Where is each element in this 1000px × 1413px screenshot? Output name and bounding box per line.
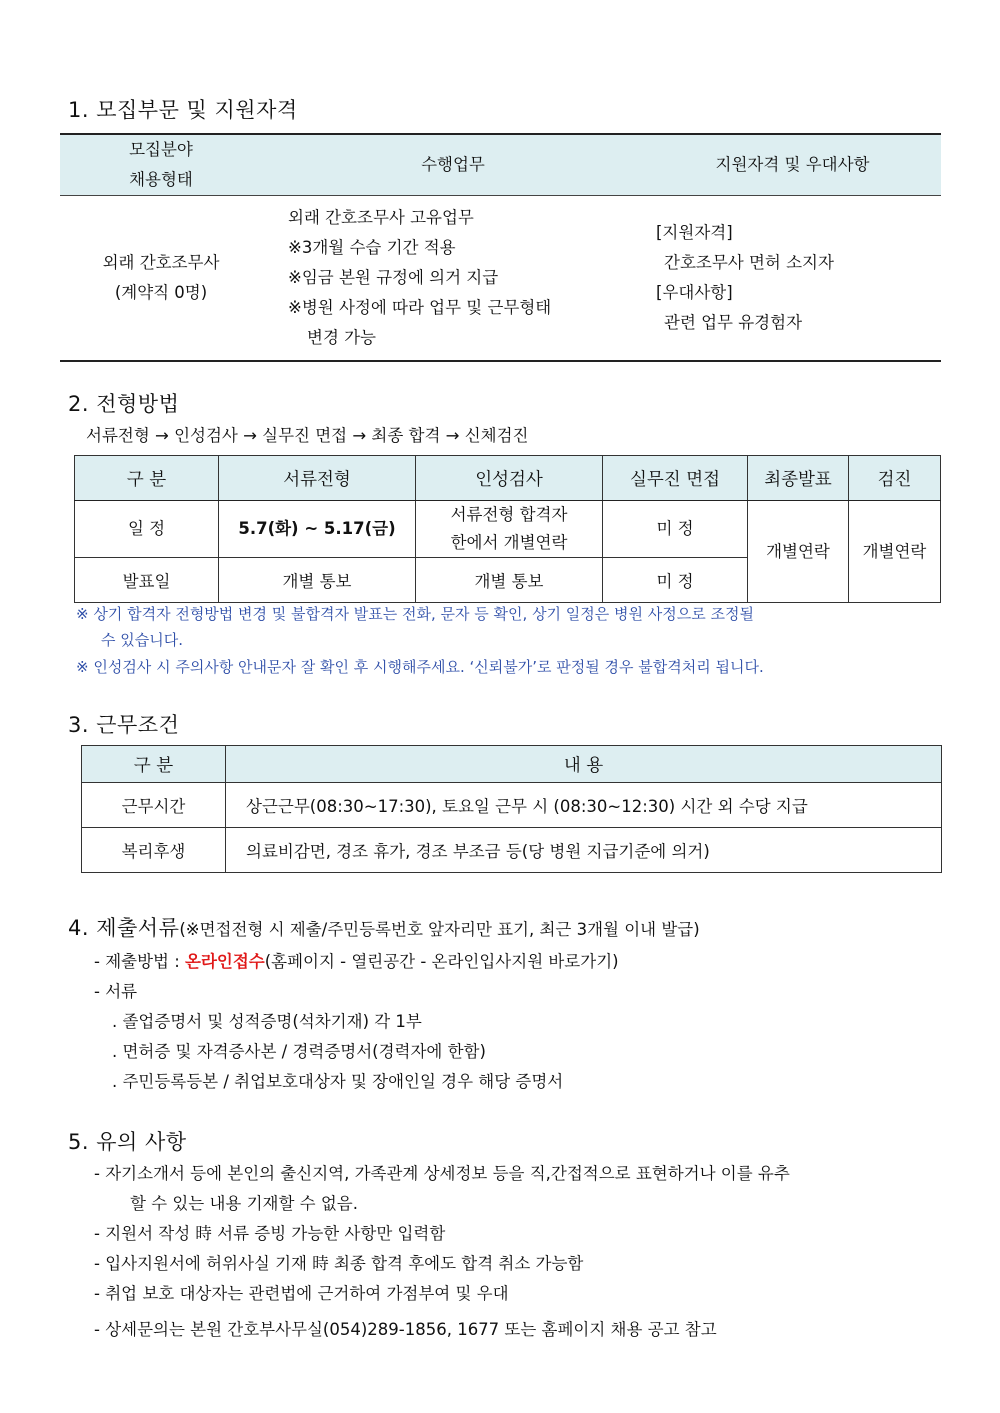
method-prefix: - 제출방법 : <box>94 952 186 971</box>
section4-title: 4. 제출서류 <box>68 916 180 940</box>
duty-line: ※3개월 수습 기간 적용 <box>288 238 456 257</box>
recruitment-table <box>60 133 941 362</box>
row-label: 복리후생 <box>82 828 226 873</box>
list-item: - 취업 보호 대상자는 관련법에 근거하여 가점부여 및 우대 <box>94 1284 509 1303</box>
note-line: ※ 상기 합격자 전형방법 변경 및 불합격자 발표는 전화, 문자 등 확인, 상기 일정은 병원 사정으로 조정될 <box>76 605 754 623</box>
row-content: 의료비감면, 경조 휴가, 경조 부조금 등(당 병원 지급기준에 의거) <box>226 828 942 873</box>
duty-line: ※병원 사정에 따라 업무 및 근무형태 <box>288 298 552 317</box>
list-item: . 졸업증명서 및 성적증명(석차기재) 각 1부 <box>112 1012 422 1031</box>
method-highlight: 온라인접수 <box>185 952 265 971</box>
header-duties: 수행업무 <box>262 134 644 196</box>
list-item: - 입사지원서에 허위사실 기재 時 최종 합격 후에도 합격 취소 가능함 <box>94 1254 584 1273</box>
checkup-schedule: 개별연락 <box>849 501 941 603</box>
list-item: 할 수 있는 내용 기재할 수 없음. <box>130 1194 358 1213</box>
note-line: ※ 인성검사 시 주의사항 안내문자 잘 확인 후 시행해주세요. ‘신뢰불가’로 판정될 경우 불합격처리 됩니다. <box>76 658 764 676</box>
table-row <box>60 196 941 362</box>
list-item: . 주민등록등본 / 취업보호대상자 및 장애인일 경우 해당 증명서 <box>112 1072 564 1091</box>
method-suffix: (홈페이지 - 열린공간 - 온라인입사지원 바로가기) <box>264 952 619 971</box>
list-item: - 지원서 작성 時 서류 증빙 가능한 사항만 입력함 <box>94 1224 446 1243</box>
row-content: 상근근무(08:30~17:30), 토요일 근무 시 (08:30~12:30) 시간 외 수당 지급 <box>226 783 942 828</box>
header-final: 최종발표 <box>748 456 849 501</box>
note-line: 수 있습니다. <box>101 631 183 649</box>
qualifications-cell <box>644 196 941 362</box>
header-field-line2: 채용형태 <box>129 170 193 189</box>
selection-flow: 서류전형 → 인성검사 → 실무진 면접 → 최종 합격 → 신체검진 <box>86 426 529 445</box>
docs-label: - 서류 <box>94 982 138 1001</box>
document-announce: 개별 통보 <box>219 558 416 603</box>
interview-schedule: 미 정 <box>603 501 748 558</box>
duties-cell <box>262 196 644 362</box>
field-line1: 외래 간호조무사 <box>102 253 220 272</box>
header-category: 구 분 <box>75 456 219 501</box>
personality-line2: 한에서 개별연락 <box>450 533 568 552</box>
header-field-line1: 모집분야 <box>129 140 193 159</box>
selection-schedule-table <box>74 455 941 603</box>
document-schedule: 5.7(화) ~ 5.17(금) <box>219 501 416 558</box>
qual-line: [지원자격] <box>656 223 733 242</box>
row-label: 근무시간 <box>82 783 226 828</box>
table-row <box>82 828 942 873</box>
list-item: - 상세문의는 본원 간호부사무실(054)289-1856, 1677 또는 홈페이지 채용 공고 참고 <box>94 1320 717 1339</box>
table-row <box>82 783 942 828</box>
qual-line: 관련 업무 유경험자 <box>664 313 803 332</box>
qual-line: 간호조무사 면허 소지자 <box>664 253 834 272</box>
duty-line: 변경 가능 <box>307 328 377 347</box>
header-field <box>60 134 262 196</box>
final-schedule: 개별연락 <box>748 501 849 603</box>
duty-line: 외래 간호조무사 고유업무 <box>288 208 474 227</box>
header-document: 서류전형 <box>219 456 416 501</box>
qual-line: [우대사항] <box>656 283 733 302</box>
section3-title: 3. 근무조건 <box>68 713 180 737</box>
list-item: . 면허증 및 자격증사본 / 경력증명서(경력자에 한함) <box>112 1042 486 1061</box>
header-interview: 실무진 면접 <box>603 456 748 501</box>
header-category: 구 분 <box>82 746 226 783</box>
table-row <box>75 501 941 558</box>
interview-announce: 미 정 <box>603 558 748 603</box>
section5-title: 5. 유의 사항 <box>68 1130 187 1154</box>
row-label: 발표일 <box>75 558 219 603</box>
field-cell <box>60 196 262 362</box>
row-label: 일 정 <box>75 501 219 558</box>
header-personality: 인성검사 <box>416 456 603 501</box>
section1-title: 1. 모집부문 및 지원자격 <box>68 98 298 122</box>
field-line2: (계약직 0명) <box>114 283 208 302</box>
duty-line: ※임금 본원 규정에 의거 지급 <box>288 268 499 287</box>
personality-schedule <box>416 501 603 558</box>
header-content: 내 용 <box>226 746 942 783</box>
section2-title: 2. 전형방법 <box>68 392 180 416</box>
section4-heading <box>68 912 700 942</box>
header-qualifications: 지원자격 및 우대사항 <box>644 134 941 196</box>
working-conditions-table <box>81 745 942 873</box>
submission-method <box>94 948 619 972</box>
list-item: - 자기소개서 등에 본인의 출신지역, 가족관계 상세정보 등을 직,간접적으로 표현하거나 이를 유추 <box>94 1164 790 1183</box>
personality-line1: 서류전형 합격자 <box>450 505 568 524</box>
header-checkup: 검진 <box>849 456 941 501</box>
personality-announce: 개별 통보 <box>416 558 603 603</box>
section4-title-note: (※면접전형 시 제출/주민등록번호 앞자리만 표기, 최근 3개월 이내 발급) <box>179 920 700 939</box>
